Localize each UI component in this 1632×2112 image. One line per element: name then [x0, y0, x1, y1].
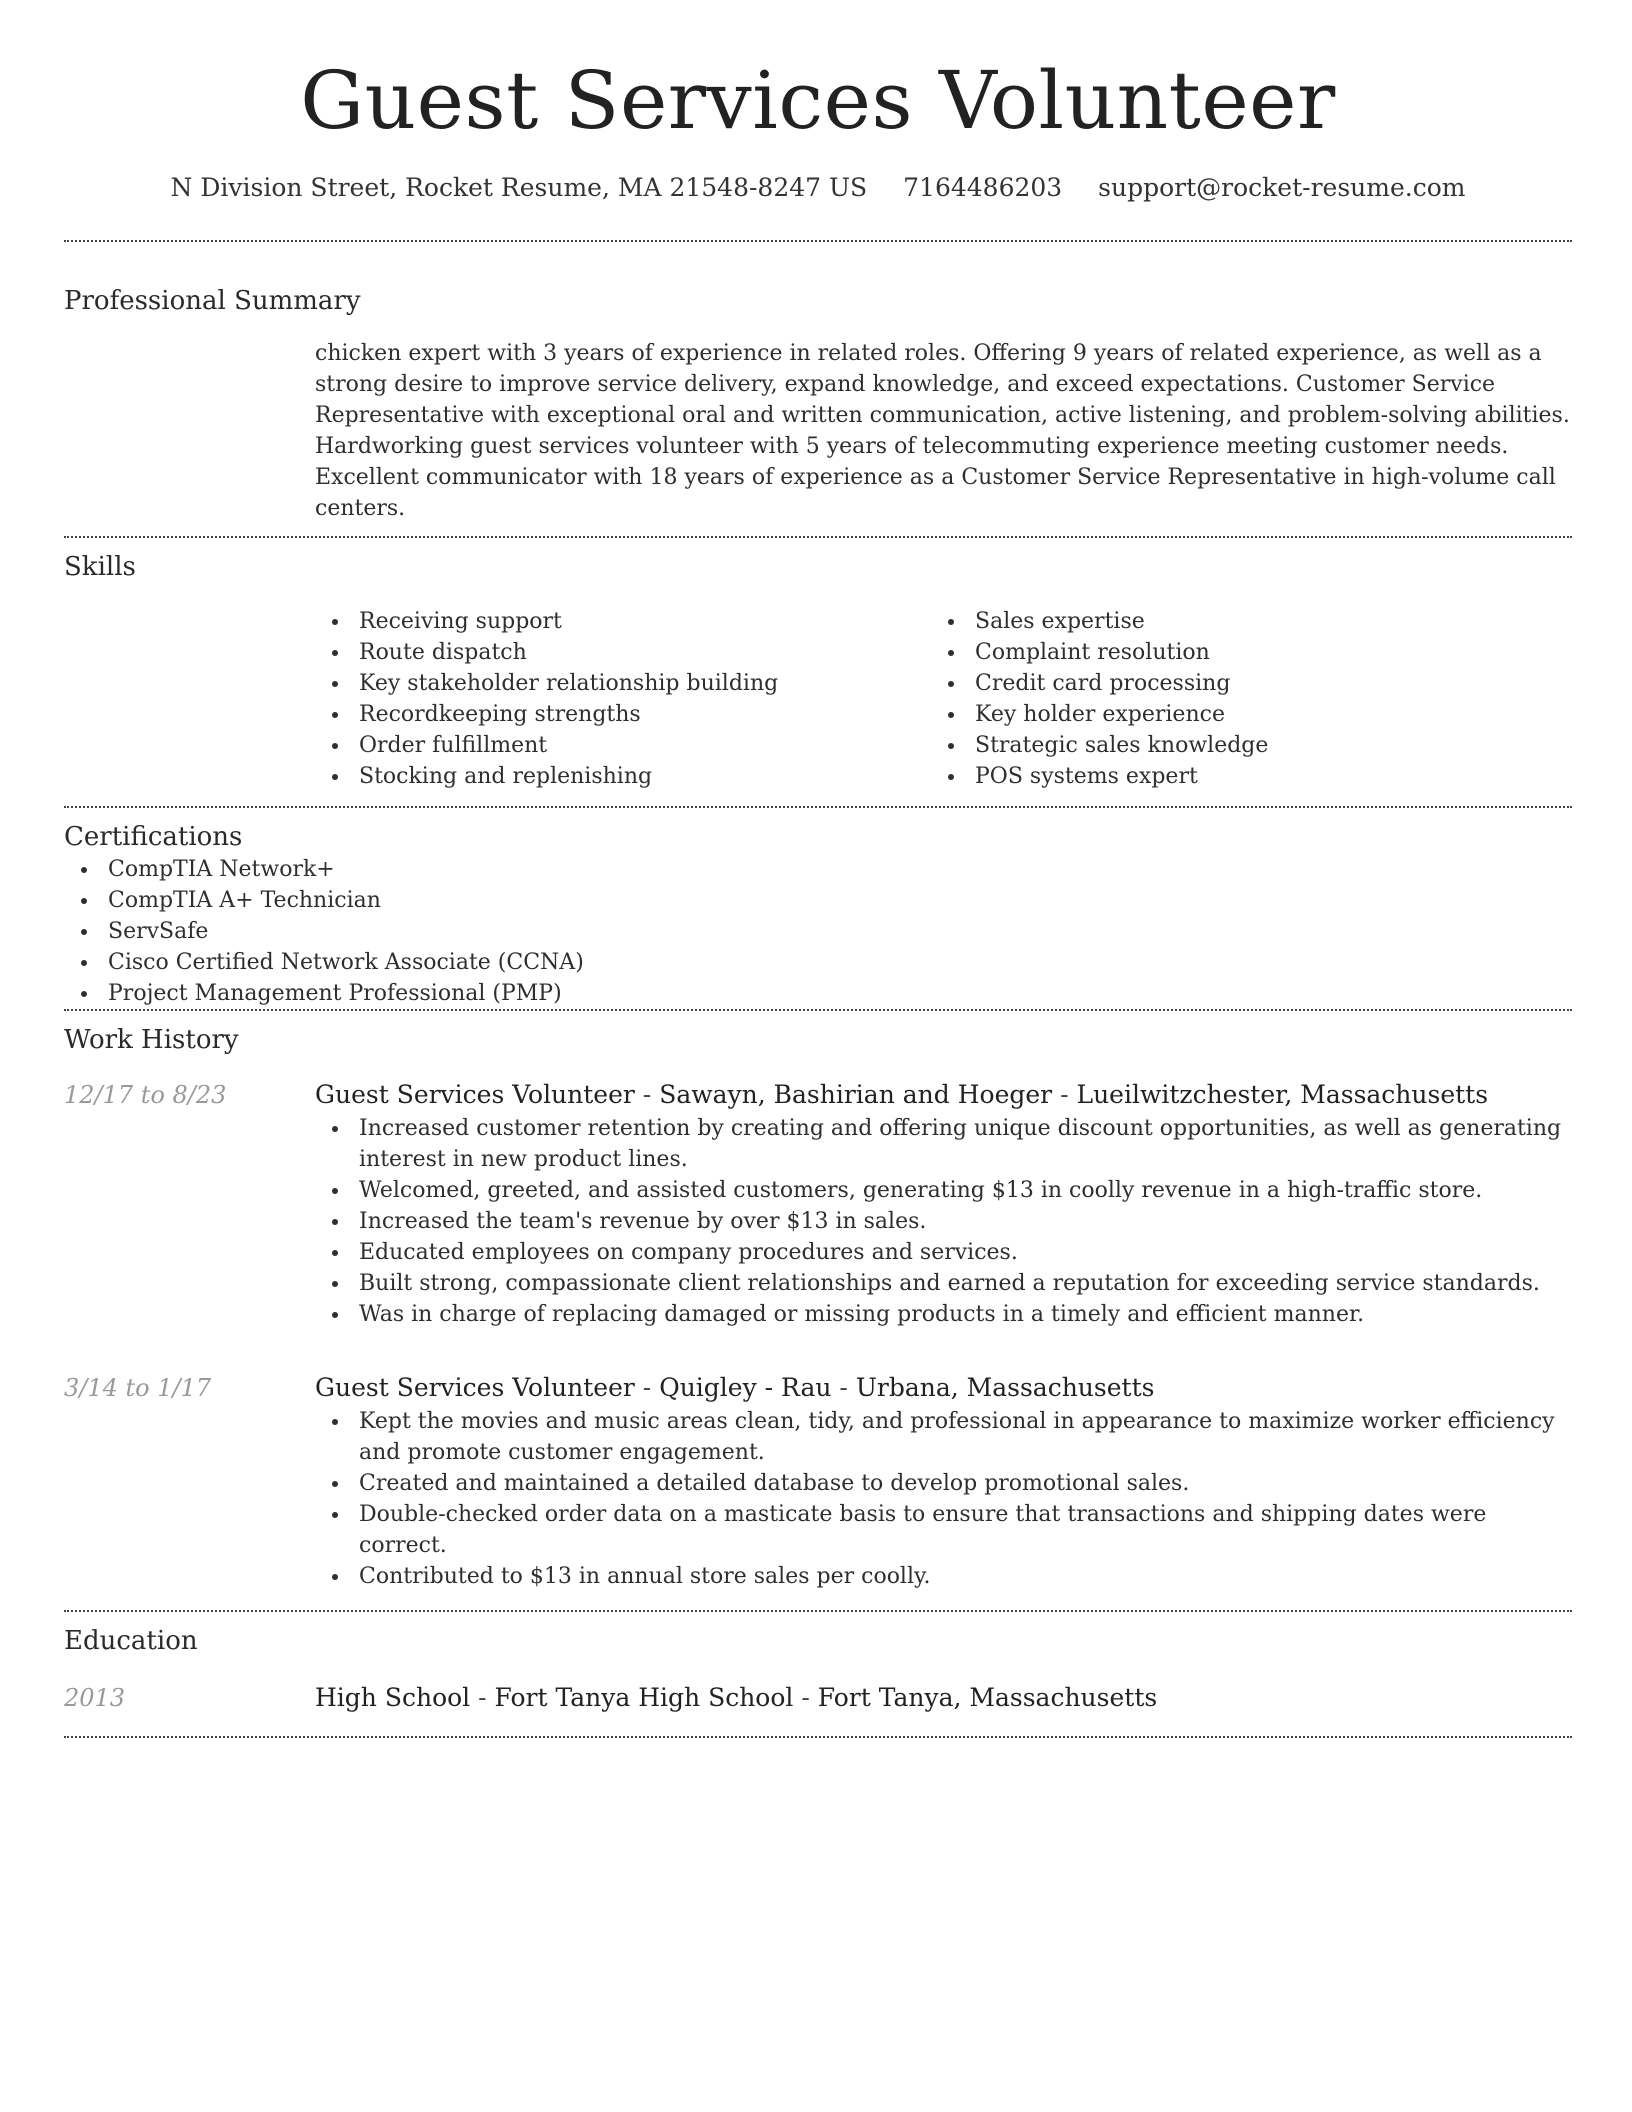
job-location: Urbana, Massachusetts: [855, 1373, 1155, 1402]
contact-address: N Division Street, Rocket Resume, MA 21548-8247 US: [170, 173, 868, 202]
job-bullet: Welcomed, greeted, and assisted customers, generating $13 in coolly revenue in a high-traffic store.: [315, 1175, 1572, 1206]
section-divider: [64, 240, 1572, 242]
skill-item: Sales expertise: [931, 606, 1547, 637]
education-title: Education: [64, 1626, 198, 1656]
education-entry: [64, 1680, 1572, 1716]
skill-item: POS systems expert: [931, 761, 1547, 792]
resume-page: [64, 0, 1572, 1738]
job-bullet: Double-checked order data on a masticate basis to ensure that transactions and shipping dates were correct.: [315, 1499, 1572, 1561]
skills-grid: [315, 606, 1572, 792]
job-bullet: Built strong, compassionate client relationships and earned a reputation for exceeding service standards.: [315, 1268, 1572, 1299]
certification-item: ServSafe: [64, 916, 1572, 947]
summary-text: chicken expert with 3 years of experience in related roles. Offering 9 years of related experience, as well as a strong desire to improve service delivery, expand knowledge, and exceed expectations. Customer Service Representative with exceptional oral and written communication, active listening, and problem-solving abilities. Hardworking guest services volunteer with 5 years of telecommuting experience meeting customer needs. Excellent communicator with 18 years of experience as a Customer Service Representative in high-volume call centers.: [315, 341, 1570, 521]
education-heading: [315, 1680, 1572, 1716]
education-separator: -: [470, 1683, 495, 1712]
education-school: Fort Tanya High School: [494, 1683, 794, 1712]
job-separator: -: [634, 1373, 660, 1402]
job-bullet: Was in charge of replacing damaged or missing products in a timely and efficient manner.: [315, 1299, 1572, 1330]
skill-item: Key stakeholder relationship building: [315, 668, 931, 699]
skill-item: Key holder experience: [931, 699, 1547, 730]
section-divider: [64, 1610, 1572, 1612]
job-heading: [315, 1077, 1572, 1113]
skills-right-column: [931, 606, 1547, 792]
job-separator: -: [634, 1080, 660, 1109]
education-body: [315, 1680, 1572, 1716]
job-body: [315, 1370, 1572, 1592]
section-divider: [64, 806, 1572, 808]
skill-item: Stocking and replenishing: [315, 761, 931, 792]
certification-item: Cisco Certified Network Associate (CCNA): [64, 947, 1572, 978]
job-role: Guest Services Volunteer: [315, 1373, 635, 1402]
certifications-title: Certifications: [64, 822, 243, 852]
job-bullets: [315, 1406, 1572, 1592]
job-bullet: Created and maintained a detailed database to develop promotional sales.: [315, 1468, 1572, 1499]
job-separator: -: [831, 1373, 856, 1402]
job-body: [315, 1077, 1572, 1330]
contact-phone: 7164486203: [903, 173, 1063, 202]
skill-item: Credit card processing: [931, 668, 1547, 699]
job-separator: -: [1052, 1080, 1077, 1109]
job-bullet: Increased customer retention by creating and offering unique discount opportunities, as well as generating interest in new product lines.: [315, 1113, 1572, 1175]
job-bullet: Educated employees on company procedures and services.: [315, 1237, 1572, 1268]
skill-item: Order fulfillment: [315, 730, 931, 761]
job-dates: 12/17 to 8/23: [64, 1081, 227, 1109]
job-location: Lueilwitzchester, Massachusetts: [1076, 1080, 1489, 1109]
contact-line: [64, 170, 1572, 206]
job-entry: [64, 1370, 1572, 1592]
skill-item: Route dispatch: [315, 637, 931, 668]
section-divider: [64, 1736, 1572, 1738]
education-year: 2013: [64, 1684, 126, 1712]
education-separator: -: [793, 1683, 818, 1712]
skill-item: Receiving support: [315, 606, 931, 637]
section-divider: [64, 536, 1572, 538]
resume-name: Guest Services Volunteer: [300, 54, 1336, 147]
skill-item: Recordkeeping strengths: [315, 699, 931, 730]
job-heading: [315, 1370, 1572, 1406]
work-history-list: [64, 1077, 1572, 1592]
certification-item: CompTIA A+ Technician: [64, 885, 1572, 916]
job-employer: Quigley - Rau: [659, 1373, 832, 1402]
education-degree: High School: [315, 1683, 471, 1712]
skills-left-column: [315, 606, 931, 792]
education-location: Fort Tanya, Massachusetts: [817, 1683, 1158, 1712]
section-divider: [64, 1009, 1572, 1011]
certification-item: CompTIA Network+: [64, 854, 1572, 885]
summary-title: Professional Summary: [64, 286, 361, 316]
job-bullet: Kept the movies and music areas clean, tidy, and professional in appearance to maximize worker efficiency and promote customer engagement.: [315, 1406, 1572, 1468]
certifications-list: [64, 854, 1572, 1009]
job-bullet: Increased the team's revenue by over $13 in sales.: [315, 1206, 1572, 1237]
job-entry: [64, 1077, 1572, 1330]
work-history-title: Work History: [64, 1025, 239, 1055]
job-role: Guest Services Volunteer: [315, 1080, 635, 1109]
job-bullets: [315, 1113, 1572, 1330]
skill-item: Strategic sales knowledge: [931, 730, 1547, 761]
skill-item: Complaint resolution: [931, 637, 1547, 668]
skills-title: Skills: [64, 552, 136, 582]
certification-item: Project Management Professional (PMP): [64, 978, 1572, 1009]
job-bullet: Contributed to $13 in annual store sales per coolly.: [315, 1561, 1572, 1592]
contact-email: support@rocket-resume.com: [1098, 173, 1466, 202]
job-employer: Sawayn, Bashirian and Hoeger: [659, 1080, 1053, 1109]
job-dates: 3/14 to 1/17: [64, 1374, 212, 1402]
